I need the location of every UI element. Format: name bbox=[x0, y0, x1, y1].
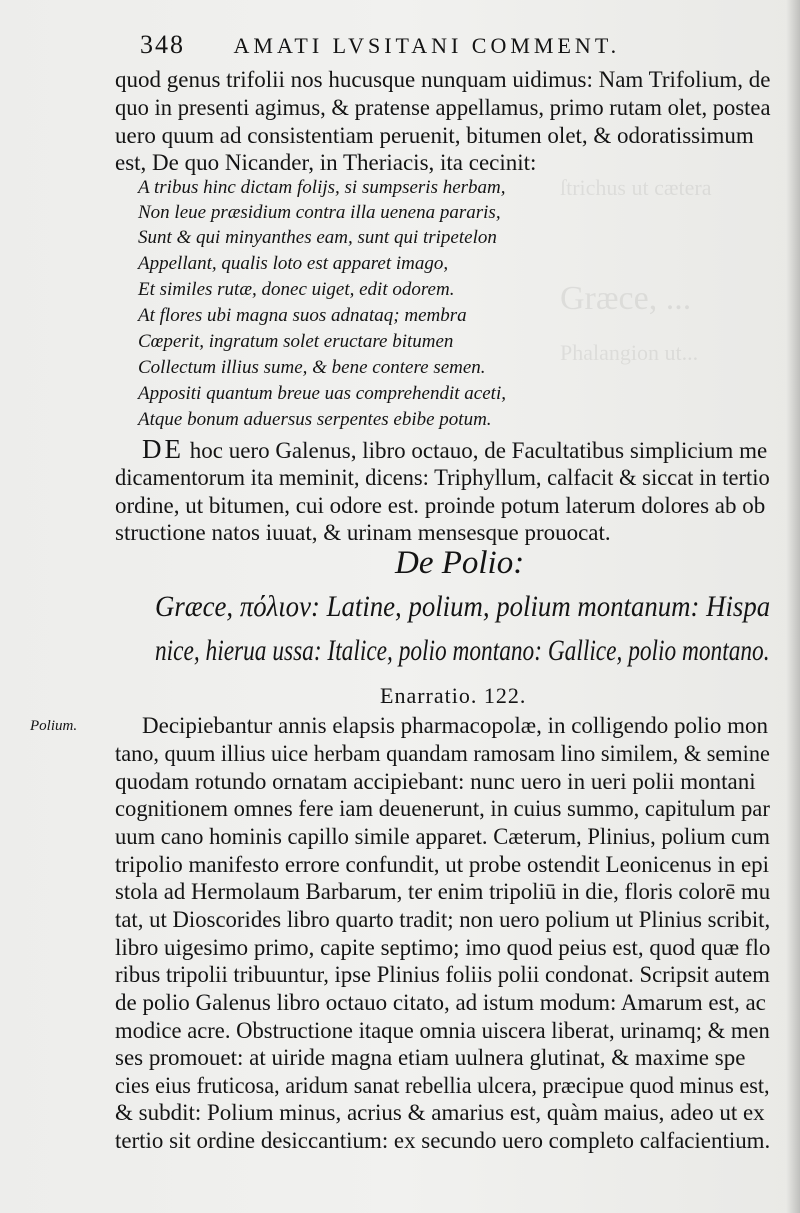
text-line: tripolio manifesto errore confundit, ut probe ostendit Leonicenus in epi bbox=[115, 852, 770, 877]
text-line: & subdit: Polium minus, acrius & amarius est, quàm maius, adeo ut ex bbox=[115, 1100, 765, 1125]
galen-text: hoc uero Galenus, libro octauo, de Facultatibus simplicium me bbox=[189, 438, 768, 463]
galen-initial: DE bbox=[142, 434, 184, 464]
text-line: stola ad Hermolaum Barbarum, ter enim tripoliū in die, floris colorē mu bbox=[115, 879, 771, 904]
verse-line: A tribus hinc dictam folijs, si sumpseris herbam, bbox=[138, 177, 506, 198]
synonym-line: nice, hierua ussa: Italice, polio montano: Gallice, polio montano. bbox=[155, 634, 770, 667]
text-line: quo in presenti agimus, & pratense appellamus, primo rutam olet, postea bbox=[115, 95, 771, 120]
galen-first-line bbox=[142, 436, 767, 464]
text-line: ses promouet: at uiride magna etiam uulnera glutinat, & maxime spe bbox=[115, 1045, 746, 1070]
verse-line: Atque bonum aduersus serpentes ebibe potum. bbox=[138, 409, 492, 430]
text-line: tertio sit ordine desiccantium: ex secundo uero completo calfacientium. bbox=[115, 1128, 771, 1153]
verse-line: Cœperit, ingratum solet eructare bitumen bbox=[138, 331, 454, 352]
text-line: ribus tripolii tribuuntur, ipse Plinius foliis polii condonat. Scripsit autem bbox=[115, 962, 770, 987]
section-title: De Polio: bbox=[395, 545, 525, 581]
text-line: modice acre. Obstructione itaque omnia uiscera liberat, urinamq; & men bbox=[115, 1018, 770, 1043]
verse-line: Non leue præsidium contra illa uenena pararis, bbox=[138, 202, 501, 223]
page-number: 348 bbox=[140, 30, 185, 59]
text-line: est, De quo Nicander, in Theriacis, ita cecinit: bbox=[115, 150, 537, 175]
running-title: AMATI LVSITANI COMMENT. bbox=[233, 33, 621, 58]
bleed-through: Phalangion ut... bbox=[560, 340, 699, 365]
verse-line: At flores ubi magna suos adnataq; membra bbox=[138, 305, 467, 326]
margin-note: Polium. bbox=[30, 718, 78, 734]
verse-line: Appositi quantum breue uas comprehendit aceti, bbox=[138, 383, 506, 404]
bleed-through: ſtrichus ut cætera bbox=[560, 175, 712, 200]
text-line: de polio Galenus libro octauo citato, ad istum modum: Amarum est, ac bbox=[115, 990, 766, 1015]
verse-line: Collectum illius sume, & bene contere semen. bbox=[138, 357, 486, 378]
page-spine-shadow bbox=[786, 0, 800, 1213]
enarratio-heading: Enarratio. 122. bbox=[380, 683, 527, 708]
verse-line: Et similes rutæ, donec uiget, edit odorem. bbox=[138, 279, 455, 300]
synonym-line: Græce, πόλιον: Latine, polium, polium montanum: Hispa bbox=[155, 590, 771, 623]
text-line: uero quum ad consistentiam peruenit, bitumen olet, & odoratissimum bbox=[115, 123, 754, 148]
text-line: structione natos iuuat, & urinam mensesque prouocat. bbox=[115, 520, 611, 545]
text-line: cognitionem omnes fere iam deuenerunt, in cuius summo, capitulum par bbox=[115, 796, 770, 821]
text-line: quod genus trifolii nos hucusque nunquam uidimus: Nam Trifolium, de bbox=[115, 67, 771, 92]
text-line: libro uigesimo primo, capite septimo; imo quod peius est, quod quæ flo bbox=[115, 935, 771, 960]
text-line: quodam rotundo ornatam accipiebant: nunc uero in ueri polii montani bbox=[115, 769, 756, 794]
text-line: uum cano hominis capillo simile apparet. Cæterum, Plinius, polium cum bbox=[115, 824, 770, 849]
bleed-through: Græce, ... bbox=[560, 280, 692, 317]
text-line: Decipiebantur annis elapsis pharmacopolæ, in colligendo polio mon bbox=[142, 713, 768, 738]
verse-line: Appellant, qualis loto est apparet imago, bbox=[138, 253, 449, 274]
running-header bbox=[140, 30, 620, 60]
text-line: ordine, ut bitumen, cui odore est. proinde potum laterum dolores ab ob bbox=[115, 493, 766, 518]
text-line: cies eius fruticosa, aridum sanat rebellia ulcera, præcipue quod minus est, bbox=[115, 1073, 770, 1098]
text-line: tat, ut Dioscorides libro quarto tradit; non uero polium ut Plinius scribit, bbox=[115, 907, 771, 932]
verse-line: Sunt & qui minyanthes eam, sunt qui tripetelon bbox=[138, 227, 497, 248]
text-line: dicamentorum ita meminit, dicens: Triphyllum, calfacit & siccat in tertio bbox=[115, 465, 770, 490]
text-line: tano, quum illius uice herbam quandam ramosam lino similem, & semine bbox=[115, 741, 770, 766]
